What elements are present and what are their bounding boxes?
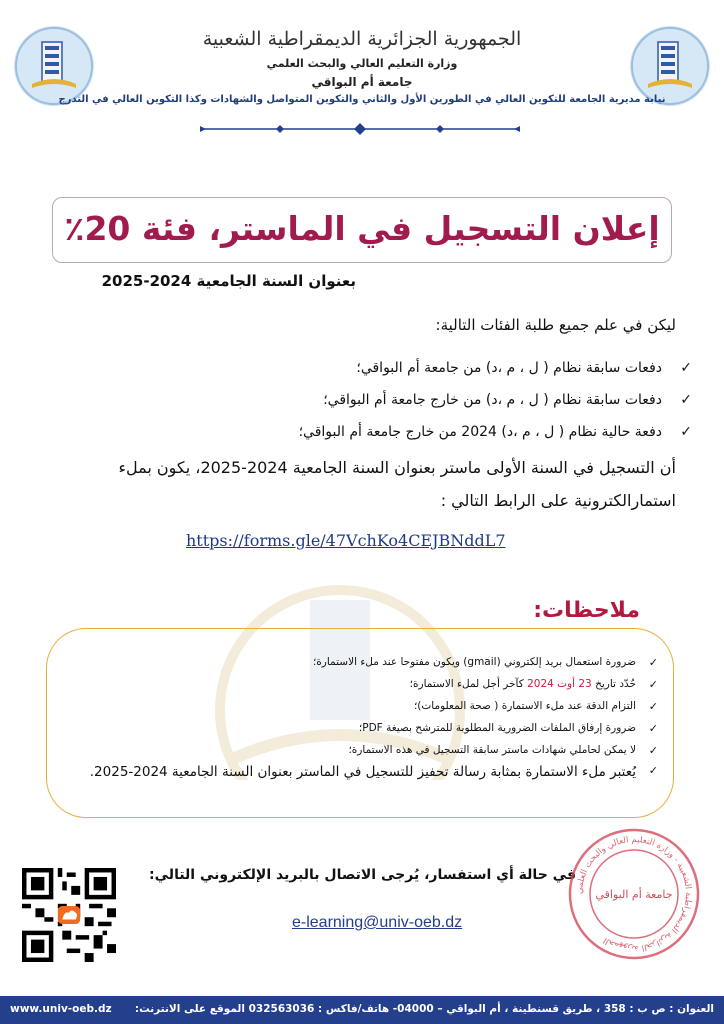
category-label: دفعة حالية نظام ( ل ، م ،د) 2024 من خارج جامعة أم البواقي؛	[298, 424, 662, 440]
stamp-center-text: جامعة أم البواقي	[595, 888, 673, 901]
note-item: ✓ لا يمكن لحاملي شهادات ماستر سابقة التسجيل في هذه الاستمارة؛	[348, 744, 658, 757]
notes-heading: ملاحظات:	[533, 598, 640, 623]
note-item: ✓ ضرورة إرفاق الملفات الضرورية المطلوبة للمترشح بصيغة PDF؛	[358, 722, 658, 735]
announcement-title-box	[52, 197, 672, 263]
contact-text: في حالة أي استفسار، يُرجى الاتصال بالبريد الإلكتروني التالي:	[149, 867, 576, 883]
category-item	[298, 424, 692, 440]
contact-email-link[interactable]: e-learning@univ-oeb.dz	[292, 914, 463, 931]
check-icon: ✓	[648, 700, 658, 713]
university-heading: جامعة أم البواقي	[311, 75, 413, 89]
footer-address: العنوان : ص ب : 358 ، طريق قسنطينة ، أم البواقي – 04000- هاتف/فاكس : 032563036 الموقع على الانترنت:	[134, 1003, 714, 1015]
republic-heading: الجمهورية الجزائرية الديمقراطية الشعبية	[202, 28, 522, 50]
check-icon: ✓	[680, 424, 692, 440]
academic-year-subtitle: بعنوان السنة الجامعية 2024-2025	[101, 272, 356, 290]
check-icon: ✓	[648, 678, 658, 691]
check-icon: ✓	[680, 392, 692, 408]
instruction-line-1: أن التسجيل في السنة الأولى ماستر بعنوان السنة الجامعية 2024-2025، يكون بملء	[118, 458, 676, 477]
footer-bar	[0, 996, 724, 1024]
check-icon: ✓	[648, 722, 658, 735]
category-label: دفعات سابقة نظام ( ل ، م ،د) من خارج جامعة أم البواقي؛	[323, 392, 662, 408]
directorate-heading: نيابة مديرية الجامعة للتكوين العالي في الطورين الأول والثاني والتكوين المتواصل والشهادات وكذا التكوين العالي في التدرج	[58, 94, 666, 105]
intro-text: ليكن في علم جميع طلبة الفئات التالية:	[435, 316, 676, 334]
note-item: ✓ التزام الدقة عند ملء الاستمارة ( صحة المعلومات)؛	[413, 700, 658, 713]
header-divider	[200, 122, 520, 136]
check-icon: ✓	[648, 744, 658, 757]
announcement-title: إعلان التسجيل في الماستر، فئة 20٪	[64, 209, 660, 248]
note-item: ✓ ضرورة استعمال بريد إلكتروني (gmail) ويكون مفتوحا عند ملء الاستمارة؛	[312, 656, 658, 669]
check-icon: ✓	[680, 360, 692, 376]
footer-website[interactable]: www.univ-oeb.dz	[10, 1003, 112, 1015]
stamp-ring-text: الجمهورية الجزائرية الديمقراطية الشعبية - وزارة التعليم العالي والبحث العلمي	[574, 834, 694, 954]
ministry-heading: وزارة التعليم العالي والبحث العلمي	[266, 57, 458, 70]
deadline-date: 23 أوت 2024	[527, 678, 592, 690]
qr-code[interactable]	[22, 868, 116, 962]
note-item: ✓ يُعتبر ملء الاستمارة بمثابة رسالة تحفيز للتسجيل في الماستر بعنوان السنة الجامعية 2024-2025.	[89, 764, 658, 780]
check-icon: ✓	[648, 656, 658, 669]
category-label: دفعات سابقة نظام ( ل ، م ،د) من جامعة أم البواقي؛	[356, 360, 662, 376]
check-icon: ✓	[648, 764, 658, 777]
instruction-line-2: استمارالكترونية على الرابط التالي :	[440, 491, 676, 510]
category-item	[323, 392, 692, 408]
official-stamp	[566, 826, 702, 962]
registration-form-link[interactable]: https://forms.gle/47VchKo4CEJBNddL7	[186, 531, 506, 550]
note-item-deadline: ✓ حُدّد تاريخ 23 أوت 2024 كآخر أجل لملء الاستمارة؛	[409, 678, 658, 691]
category-item	[356, 360, 692, 376]
